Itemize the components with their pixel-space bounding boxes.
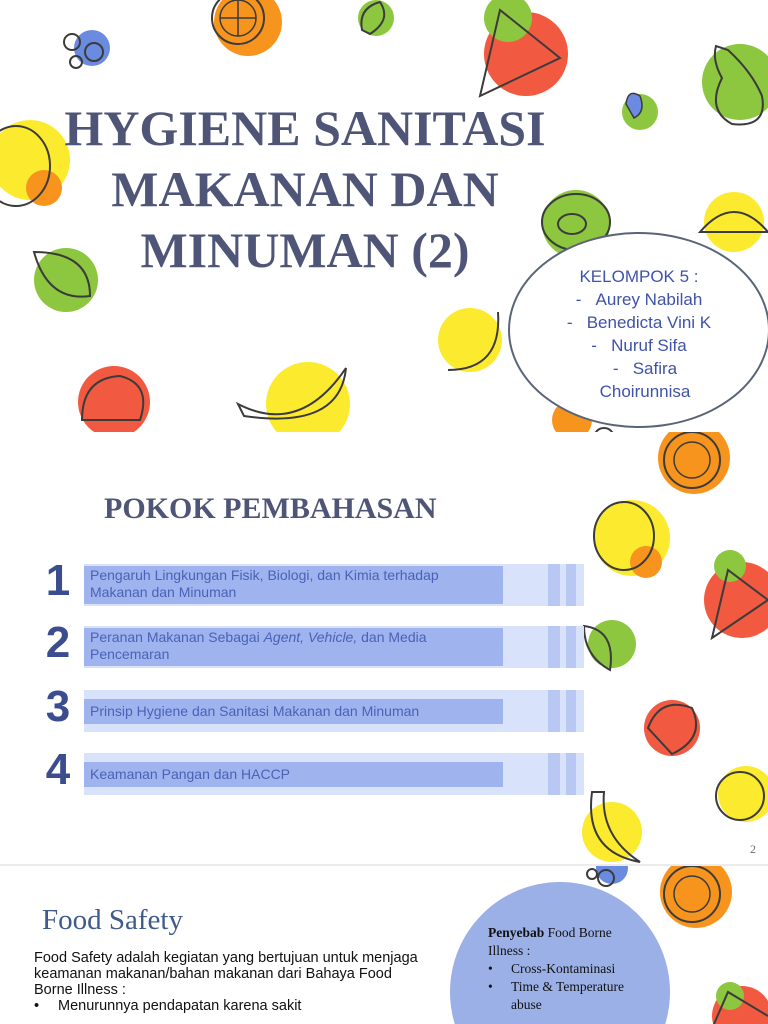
member-item: - Nuruf Sifa bbox=[591, 336, 687, 355]
group-members-callout bbox=[508, 232, 768, 428]
topic-item bbox=[40, 556, 585, 606]
cause-title: Penyebab Food Borne Illness : bbox=[488, 925, 612, 958]
pear-icon bbox=[702, 44, 768, 124]
lime-slice-icon bbox=[438, 308, 502, 372]
cause-text-block bbox=[488, 924, 638, 1014]
list-item: • Cross-Kontaminasi bbox=[488, 961, 616, 976]
presentation-title: HYGIENE SANITASI MAKANAN DAN MINUMAN (2) bbox=[64, 100, 546, 278]
food-safety-slide bbox=[0, 866, 768, 1024]
member-item: - Safira Choirunnisa bbox=[599, 359, 691, 401]
topic-label: Keamanan Pangan dan HACCP bbox=[84, 762, 503, 787]
lime-slice-icon bbox=[700, 192, 768, 252]
leaf-icon bbox=[584, 620, 636, 670]
intro-text-block bbox=[34, 950, 434, 1014]
strawberry-icon bbox=[78, 366, 150, 432]
watermelon-icon bbox=[712, 982, 768, 1024]
list-item: • Time & Temperature abuse bbox=[488, 979, 625, 1012]
orange-slice-icon bbox=[212, 0, 282, 56]
lime-slice-icon bbox=[716, 766, 768, 822]
list-item: • Menurunnya pendapatan karena sakit bbox=[34, 998, 302, 1014]
lemon-icon bbox=[594, 500, 670, 578]
strawberry-icon bbox=[644, 700, 700, 756]
leaf-icon bbox=[358, 0, 394, 36]
topics-slide bbox=[0, 432, 768, 864]
topic-item bbox=[40, 682, 585, 732]
group-heading: KELOMPOK 5 : bbox=[579, 267, 699, 286]
topic-label: Prinsip Hygiene dan Sanitasi Makanan dan Minuman bbox=[84, 699, 503, 724]
topic-item bbox=[40, 618, 585, 668]
section-heading: Food Safety bbox=[42, 904, 183, 936]
banana-icon bbox=[582, 792, 642, 862]
member-item: - Aurey Nabilah bbox=[575, 290, 703, 309]
topic-label: Pengaruh Lingkungan Fisik, Biologi, dan Kimia terhadap Makanan dan Minuman bbox=[84, 566, 503, 604]
topic-label: Peranan Makanan Sebagai Agent, Vehicle, dan Media Pencemaran bbox=[84, 628, 503, 666]
member-item: - Benedicta Vini K bbox=[566, 313, 712, 332]
title-slide bbox=[0, 0, 768, 432]
topic-number: 3 bbox=[45, 682, 71, 731]
page-number: 2 bbox=[750, 842, 756, 856]
section-heading: POKOK PEMBAHASAN bbox=[104, 492, 437, 525]
topic-number: 2 bbox=[45, 618, 71, 667]
topic-number: 1 bbox=[45, 556, 71, 605]
banana-icon bbox=[238, 362, 350, 432]
watermelon-icon bbox=[704, 550, 768, 638]
blueberry-icon bbox=[64, 30, 110, 68]
leaf-icon bbox=[622, 93, 658, 130]
intro-paragraph: Food Safety adalah kegiatan yang bertujuan untuk menjaga keamanan makanan/bahan makanan dari Bahaya Food Borne Illness : bbox=[34, 950, 418, 998]
topic-number: 4 bbox=[45, 745, 71, 794]
orange-slice-icon bbox=[658, 432, 730, 494]
orange-slice-icon bbox=[660, 866, 732, 928]
watermelon-icon bbox=[480, 0, 568, 96]
topic-item bbox=[40, 745, 585, 795]
blueberry-icon bbox=[587, 866, 628, 886]
